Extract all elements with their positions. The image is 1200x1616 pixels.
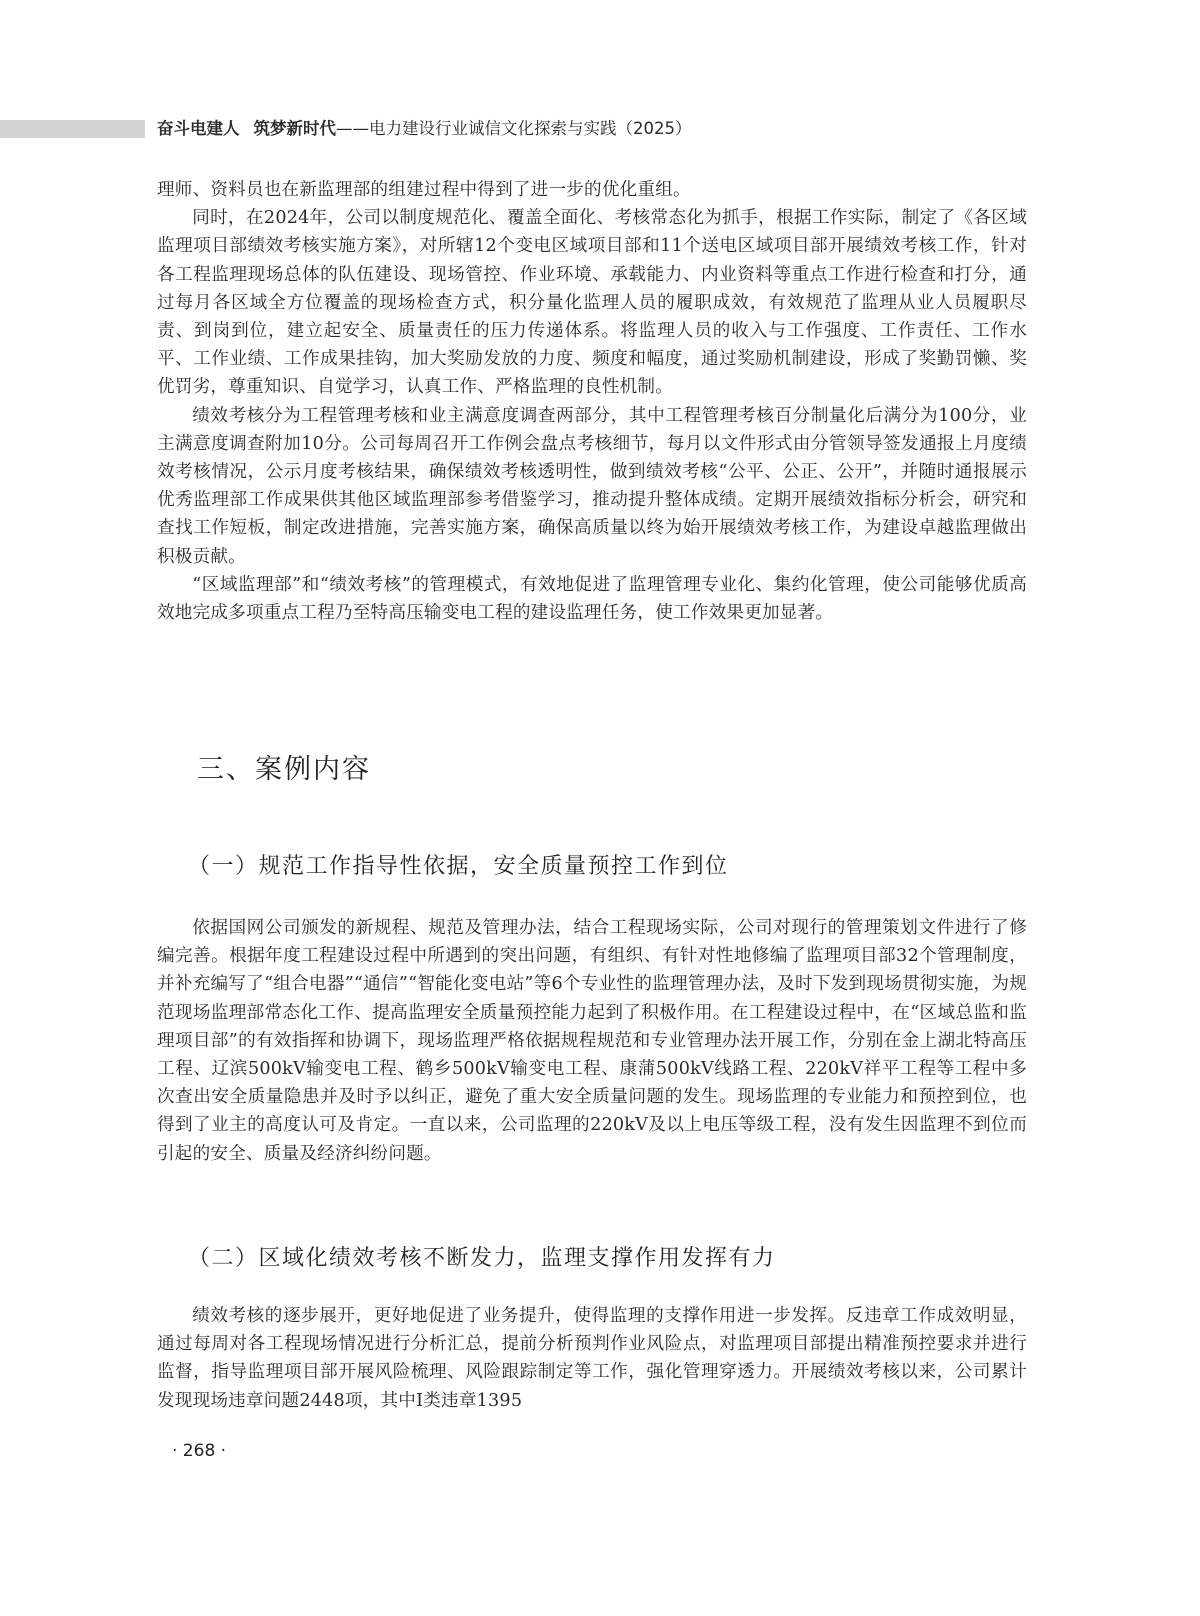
section-title: 三、案例内容	[197, 754, 371, 785]
page-number: · 268 ·	[172, 1441, 227, 1461]
header-gray-bar	[0, 120, 145, 138]
paragraph-management-model: “区域监理部”和“绩效考核”的管理模式，有效地促进了监理管理专业化、集约化管理，使公司能够优质高效地完成多项重点工程乃至特高压输变电工程的建设监理任务，使工作效果更加显著。	[157, 574, 1027, 624]
running-header	[157, 118, 692, 140]
paragraph-continuation: 理师、资料员也在新监理部的组建过程中得到了进一步的优化重组。	[157, 180, 691, 200]
subsection-two-title: （二）区域化绩效考核不断发力，监理支撑作用发挥有力	[188, 1246, 776, 1271]
header-subtitle: ——电力建设行业诚信文化探索与实践（2025）	[336, 119, 692, 138]
header-title-part1: 奋斗电建人	[157, 119, 240, 138]
subsection-one-text	[157, 914, 1027, 1168]
body-top-text	[157, 176, 1027, 627]
paragraph-assessment-plan: 同时，在2024年，公司以制度规范化、覆盖全面化、考核常态化为抓手，根据工作实际，制定了《各区域监理项目部绩效考核实施方案》，对所辖12个变电区域项目部和11个送电区域项目部开展绩效考核工作，针对各工程监理现场总体的队伍建设、现场管控、作业环境、承载能力、内业资料等重点工作进行检查和打分，通过每月各区域全方位覆盖的现场检查方式，积分量化监理人员的履职成效，有效规范了监理从业人员履职尽责、到岗到位，建立起安全、质量责任的压力传递体系。将监理人员的收入与工作强度、工作责任、工作水平、工作业绩、工作成果挂钩，加大奖励发放的力度、频度和幅度，通过奖励机制建设，形成了奖勤罚懒、奖优罚劣，尊重知识、自觉学习，认真工作、严格监理的良性机制。	[157, 208, 1027, 398]
subsection-two-text	[157, 1302, 1027, 1415]
subsection-one-paragraph: 依据国网公司颁发的新规程、规范及管理办法，结合工程现场实际，公司对现行的管理策划文件进行了修编完善。根据年度工程建设过程中所遇到的突出问题，有组织、有针对性地修编了监理项目部32个管理制度，并补充编写了“组合电器”“通信”“智能化变电站”等6个专业性的监理管理办法，及时下发到现场贯彻实施，为规范现场监理部常态化工作、提高监理安全质量预控能力起到了积极作用。在工程建设过程中，在“区域总监和监理项目部”的有效指挥和协调下，现场监理严格依据规程规范和专业管理办法开展工作，分别在金上湖北特高压工程、辽滨500kV输变电工程、鹤乡500kV输变电工程、康蒲500kV线路工程、220kV祥平工程等工程中多次查出安全质量隐患并及时予以纠正，避免了重大安全质量问题的发生。现场监理的专业能力和预控到位，也得到了业主的高度认可及肯定。一直以来，公司监理的220kV及以上电压等级工程，没有发生因监理不到位而引起的安全、质量及经济纠纷问题。	[157, 918, 1027, 1164]
subsection-one-title: （一）规范工作指导性依据，安全质量预控工作到位	[188, 854, 729, 879]
paragraph-assessment-structure: 绩效考核分为工程管理考核和业主满意度调查两部分，其中工程管理考核百分制量化后满分为100分，业主满意度调查附加10分。公司每周召开工作例会盘点考核细节，每月以文件形式由分管领导签发通报上月度绩效考核情况，公示月度考核结果，确保绩效考核透明性，做到绩效考核“公平、公正、公开”，并随时通报展示优秀监理部工作成果供其他区域监理部参考借鉴学习，推动提升整体成绩。定期开展绩效指标分析会，研究和查找工作短板，制定改进措施，完善实施方案，确保高质量以终为始开展绩效考核工作，为建设卓越监理做出积极贡献。	[157, 405, 1027, 567]
header-title-part2: 筑梦新时代	[253, 119, 336, 138]
subsection-two-paragraph: 绩效考核的逐步展开，更好地促进了业务提升，使得监理的支撑作用进一步发挥。反违章工作成效明显，通过每周对各工程现场情况进行分析汇总，提前分析预判作业风险点，对监理项目部提出精准预控要求并进行监督，指导监理项目部开展风险梳理、风险跟踪制定等工作，强化管理穿透力。开展绩效考核以来，公司累计发现现场违章问题2448项，其中Ⅰ类违章1395	[157, 1306, 1027, 1411]
